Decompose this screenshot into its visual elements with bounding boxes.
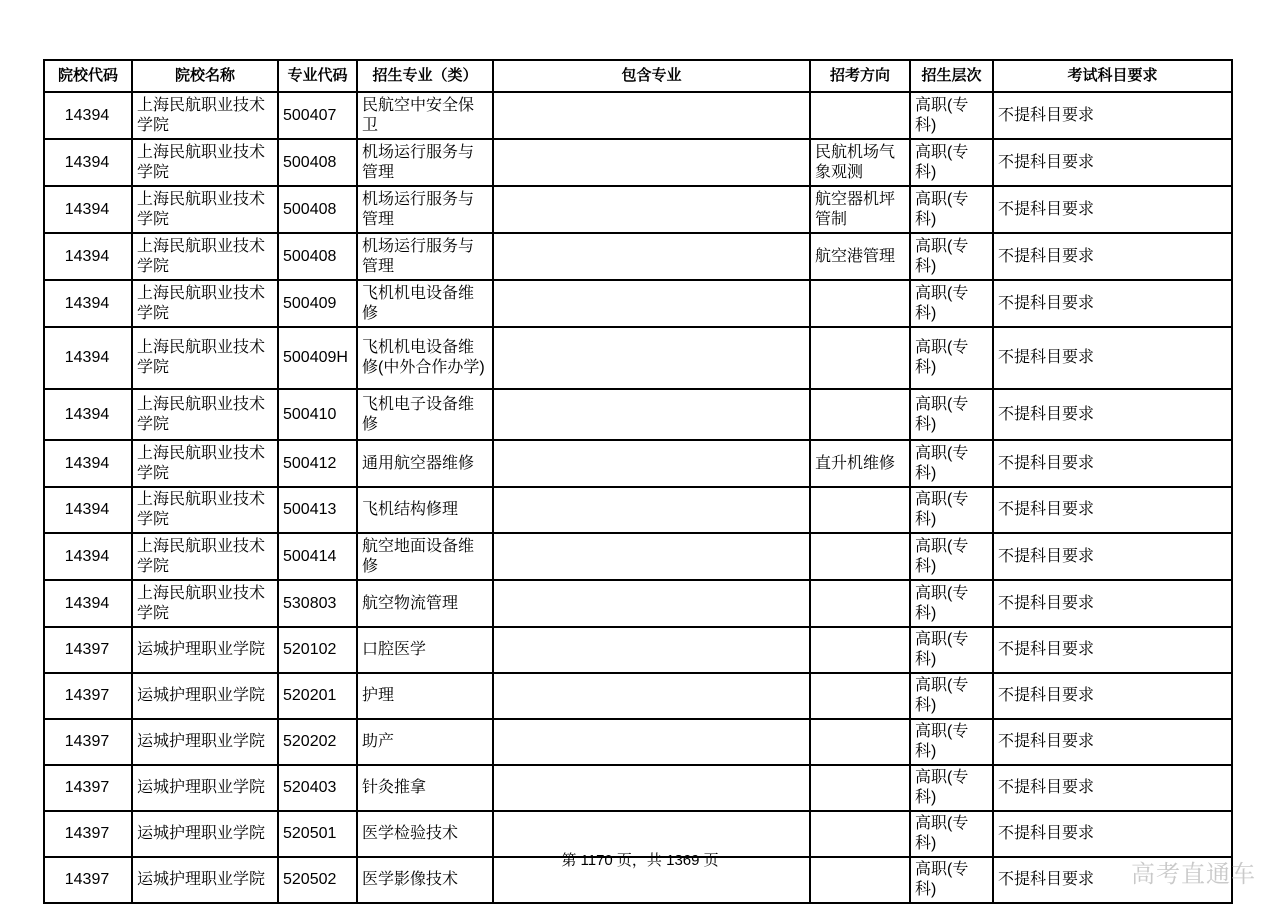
cell-major_code: 500409 [278,280,357,327]
cell-college_code: 14394 [44,233,132,280]
cell-major_code: 500409H [278,327,357,389]
cell-subject_requirement: 不提科目要求 [993,627,1232,673]
cell-major_code: 520202 [278,719,357,765]
header-cell-exam_direction: 招考方向 [810,60,910,92]
table-row [44,280,1232,327]
cell-major_code: 520502 [278,857,357,903]
cell-major_name: 飞机电子设备维修 [357,389,493,440]
table-row [44,580,1232,627]
cell-major_name: 机场运行服务与管理 [357,186,493,233]
table-row [44,389,1232,440]
cell-included_majors [493,580,810,627]
header-cell-included_majors: 包含专业 [493,60,810,92]
cell-subject_requirement: 不提科目要求 [993,719,1232,765]
cell-exam_direction: 航空器机坪管制 [810,186,910,233]
cell-college_name: 上海民航职业技术学院 [132,280,278,327]
cell-college_name: 运城护理职业学院 [132,719,278,765]
cell-college_name: 运城护理职业学院 [132,673,278,719]
cell-major_name: 飞机机电设备维修(中外合作办学) [357,327,493,389]
cell-college_code: 14394 [44,440,132,487]
cell-enrollment_level: 高职(专科) [910,487,993,533]
cell-major_name: 口腔医学 [357,627,493,673]
cell-college_code: 14397 [44,811,132,857]
cell-college_name: 运城护理职业学院 [132,811,278,857]
cell-college_name: 上海民航职业技术学院 [132,233,278,280]
cell-major_name: 医学检验技术 [357,811,493,857]
watermark: 高考直通车 [1131,861,1256,888]
cell-major_name: 护理 [357,673,493,719]
cell-enrollment_level: 高职(专科) [910,533,993,580]
cell-enrollment_level: 高职(专科) [910,233,993,280]
cell-major_code: 500407 [278,92,357,139]
cell-included_majors [493,186,810,233]
cell-subject_requirement: 不提科目要求 [993,673,1232,719]
cell-college_code: 14397 [44,673,132,719]
cell-exam_direction [810,673,910,719]
cell-major_name: 航空物流管理 [357,580,493,627]
cell-major_code: 500408 [278,233,357,280]
cell-college_code: 14394 [44,92,132,139]
cell-included_majors [493,280,810,327]
cell-college_code: 14394 [44,327,132,389]
header-cell-enrollment_level: 招生层次 [910,60,993,92]
cell-subject_requirement: 不提科目要求 [993,186,1232,233]
cell-exam_direction [810,533,910,580]
cell-exam_direction: 民航机场气象观测 [810,139,910,186]
cell-exam_direction: 航空港管理 [810,233,910,280]
cell-major_name: 助产 [357,719,493,765]
cell-major_code: 500412 [278,440,357,487]
page-number: 第 1170 页，共 1369 页 [561,852,719,869]
cell-included_majors [493,92,810,139]
cell-major_name: 飞机机电设备维修 [357,280,493,327]
cell-subject_requirement: 不提科目要求 [993,233,1232,280]
cell-subject_requirement: 不提科目要求 [993,280,1232,327]
table-row [44,533,1232,580]
cell-college_code: 14397 [44,765,132,811]
cell-subject_requirement: 不提科目要求 [993,533,1232,580]
cell-enrollment_level: 高职(专科) [910,139,993,186]
header-cell-college_code: 院校代码 [44,60,132,92]
cell-included_majors [493,765,810,811]
cell-college_code: 14397 [44,627,132,673]
cell-college_code: 14394 [44,139,132,186]
cell-exam_direction [810,580,910,627]
cell-included_majors [493,139,810,186]
cell-enrollment_level: 高职(专科) [910,389,993,440]
cell-college_name: 上海民航职业技术学院 [132,139,278,186]
cell-major_name: 机场运行服务与管理 [357,139,493,186]
cell-major_name: 民航空中安全保卫 [357,92,493,139]
header-cell-subject_requirement: 考试科目要求 [993,60,1232,92]
cell-college_code: 14394 [44,280,132,327]
cell-exam_direction [810,280,910,327]
cell-subject_requirement: 不提科目要求 [993,487,1232,533]
cell-subject_requirement: 不提科目要求 [993,139,1232,186]
cell-college_code: 14397 [44,719,132,765]
cell-exam_direction [810,627,910,673]
cell-enrollment_level: 高职(专科) [910,673,993,719]
cell-college_code: 14394 [44,533,132,580]
cell-major_code: 520102 [278,627,357,673]
cell-included_majors [493,233,810,280]
cell-enrollment_level: 高职(专科) [910,92,993,139]
cell-college_code: 14394 [44,389,132,440]
cell-enrollment_level: 高职(专科) [910,811,993,857]
cell-enrollment_level: 高职(专科) [910,627,993,673]
cell-included_majors [493,389,810,440]
admissions-table [43,59,1233,904]
table-row [44,327,1232,389]
table-row [44,92,1232,139]
cell-major_name: 航空地面设备维修 [357,533,493,580]
table-row [44,765,1232,811]
table-row [44,139,1232,186]
table-row [44,440,1232,487]
cell-included_majors [493,533,810,580]
header-cell-major_name: 招生专业（类） [357,60,493,92]
table-row [44,627,1232,673]
cell-exam_direction [810,92,910,139]
cell-subject_requirement: 不提科目要求 [993,92,1232,139]
table-row [44,487,1232,533]
cell-subject_requirement: 不提科目要求 [993,857,1232,903]
cell-college_name: 上海民航职业技术学院 [132,580,278,627]
table-row [44,673,1232,719]
cell-enrollment_level: 高职(专科) [910,440,993,487]
cell-major_name: 通用航空器维修 [357,440,493,487]
cell-exam_direction: 直升机维修 [810,440,910,487]
cell-enrollment_level: 高职(专科) [910,580,993,627]
cell-included_majors [493,487,810,533]
cell-major_code: 520201 [278,673,357,719]
cell-exam_direction [810,327,910,389]
cell-college_name: 上海民航职业技术学院 [132,327,278,389]
cell-major_code: 530803 [278,580,357,627]
cell-exam_direction [810,389,910,440]
cell-exam_direction [810,719,910,765]
cell-subject_requirement: 不提科目要求 [993,389,1232,440]
cell-college_name: 运城护理职业学院 [132,627,278,673]
cell-college_name: 上海民航职业技术学院 [132,487,278,533]
cell-major_name: 针灸推拿 [357,765,493,811]
cell-major_code: 500408 [278,139,357,186]
cell-included_majors [493,627,810,673]
cell-major_name: 机场运行服务与管理 [357,233,493,280]
cell-subject_requirement: 不提科目要求 [993,580,1232,627]
header-cell-college_name: 院校名称 [132,60,278,92]
table-row [44,233,1232,280]
cell-exam_direction [810,487,910,533]
cell-major_code: 500414 [278,533,357,580]
table-row [44,719,1232,765]
cell-college_code: 14394 [44,487,132,533]
cell-college_code: 14394 [44,580,132,627]
cell-college_name: 运城护理职业学院 [132,765,278,811]
cell-college_name: 运城护理职业学院 [132,857,278,903]
cell-major_code: 520501 [278,811,357,857]
cell-subject_requirement: 不提科目要求 [993,811,1232,857]
cell-college_code: 14394 [44,186,132,233]
cell-major_name: 飞机结构修理 [357,487,493,533]
cell-subject_requirement: 不提科目要求 [993,765,1232,811]
cell-enrollment_level: 高职(专科) [910,186,993,233]
cell-included_majors [493,719,810,765]
cell-included_majors [493,440,810,487]
cell-included_majors [493,673,810,719]
cell-major_code: 520403 [278,765,357,811]
cell-major_code: 500413 [278,487,357,533]
cell-subject_requirement: 不提科目要求 [993,327,1232,389]
cell-college_name: 上海民航职业技术学院 [132,533,278,580]
cell-college_name: 上海民航职业技术学院 [132,186,278,233]
table-header-row [44,60,1232,92]
cell-enrollment_level: 高职(专科) [910,327,993,389]
cell-enrollment_level: 高职(专科) [910,765,993,811]
cell-enrollment_level: 高职(专科) [910,280,993,327]
cell-included_majors [493,327,810,389]
cell-enrollment_level: 高职(专科) [910,719,993,765]
cell-college_name: 上海民航职业技术学院 [132,389,278,440]
cell-enrollment_level: 高职(专科) [910,857,993,903]
cell-college_name: 上海民航职业技术学院 [132,440,278,487]
cell-subject_requirement: 不提科目要求 [993,440,1232,487]
cell-college_code: 14397 [44,857,132,903]
cell-exam_direction [810,765,910,811]
cell-major_code: 500410 [278,389,357,440]
cell-major_code: 500408 [278,186,357,233]
cell-major_name: 医学影像技术 [357,857,493,903]
table-row [44,186,1232,233]
header-cell-major_code: 专业代码 [278,60,357,92]
cell-college_name: 上海民航职业技术学院 [132,92,278,139]
